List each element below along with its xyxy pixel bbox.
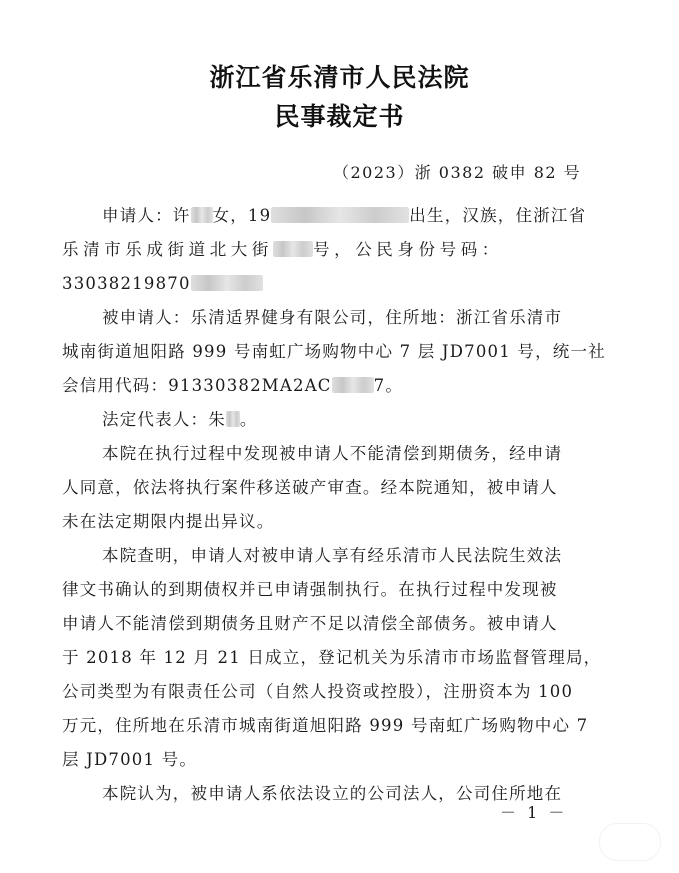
- court-name: 浙江省乐清市人民法院: [209, 63, 470, 92]
- respondent-line-3: [62, 375, 403, 397]
- applicant-ethnicity-address: 出生，汉族，住浙江省: [409, 206, 587, 225]
- para2-line: 于 2018 年 12 月 21 日成立，登记机关为乐清市市场监督管理局，: [62, 648, 602, 667]
- para2-line: 层 JD7001 号。: [62, 750, 198, 769]
- para3-line: 本院认为，被申请人系依法设立的公司法人，公司住所地在: [102, 784, 563, 803]
- document-type: 民事裁定书: [274, 102, 405, 131]
- respondent-line-1: 被申请人：乐清适界健身有限公司，住所地：浙江省乐清市: [102, 308, 563, 327]
- applicant-id-number: 33038219870: [62, 274, 191, 293]
- para1-line: 未在法定期限内提出异议。: [62, 512, 275, 531]
- redaction: [191, 275, 263, 291]
- redaction: [332, 377, 374, 393]
- redaction: [191, 207, 213, 223]
- para2-line: 公司类型为有限责任公司（自然人投资或控股），注册资本为 100: [62, 682, 574, 701]
- respondent-credit-code: 会信用代码：91330382MA2AC: [62, 376, 332, 395]
- legal-rep-label: 法定代表人：朱: [102, 410, 226, 429]
- legal-rep-end: 。: [239, 410, 258, 429]
- redaction: [271, 207, 409, 223]
- legal-representative: [102, 409, 258, 431]
- applicant-address: 乐清市乐成街道北大街: [62, 240, 273, 259]
- redaction: [273, 241, 313, 257]
- page-number: － 1 －: [500, 803, 568, 822]
- applicant-line-3: [62, 273, 263, 295]
- para2-line: 申请人不能清偿到期债务且财产不足以清偿全部债务。被申请人: [62, 614, 558, 633]
- watermark-logo: [599, 823, 661, 861]
- applicant-line-1: [102, 205, 586, 227]
- applicant-gender-birth: 女，19: [212, 206, 272, 225]
- para1-line: 本院在执行过程中发现被申请人不能清偿到期债务，经申请: [102, 444, 563, 463]
- respondent-credit-code-end: 7。: [373, 376, 404, 395]
- para2-line: 万元，住所地在乐清市城南街道旭阳路 999 号南虹广场购物中心 7: [62, 716, 589, 735]
- respondent-line-2: 城南街道旭阳路 999 号南虹广场购物中心 7 层 JD7001 号，统一社: [62, 342, 606, 361]
- para2-line: 律文书确认的到期债权并已申请强制执行。在执行过程中发现被: [62, 580, 558, 599]
- para1-line: 人同意，依法将执行案件移送破产审查。经本院通知，被申请人: [62, 478, 558, 497]
- applicant-line-2: [62, 239, 503, 261]
- applicant-name-label: 申请人：许: [102, 206, 191, 225]
- applicant-id-label: 号，公民身份号码：: [313, 240, 503, 259]
- case-number: （2023）浙 0382 破申 82 号: [333, 163, 582, 182]
- para2-line: 本院查明，申请人对被申请人享有经乐清市人民法院生效法: [102, 546, 563, 565]
- redaction: [226, 411, 240, 427]
